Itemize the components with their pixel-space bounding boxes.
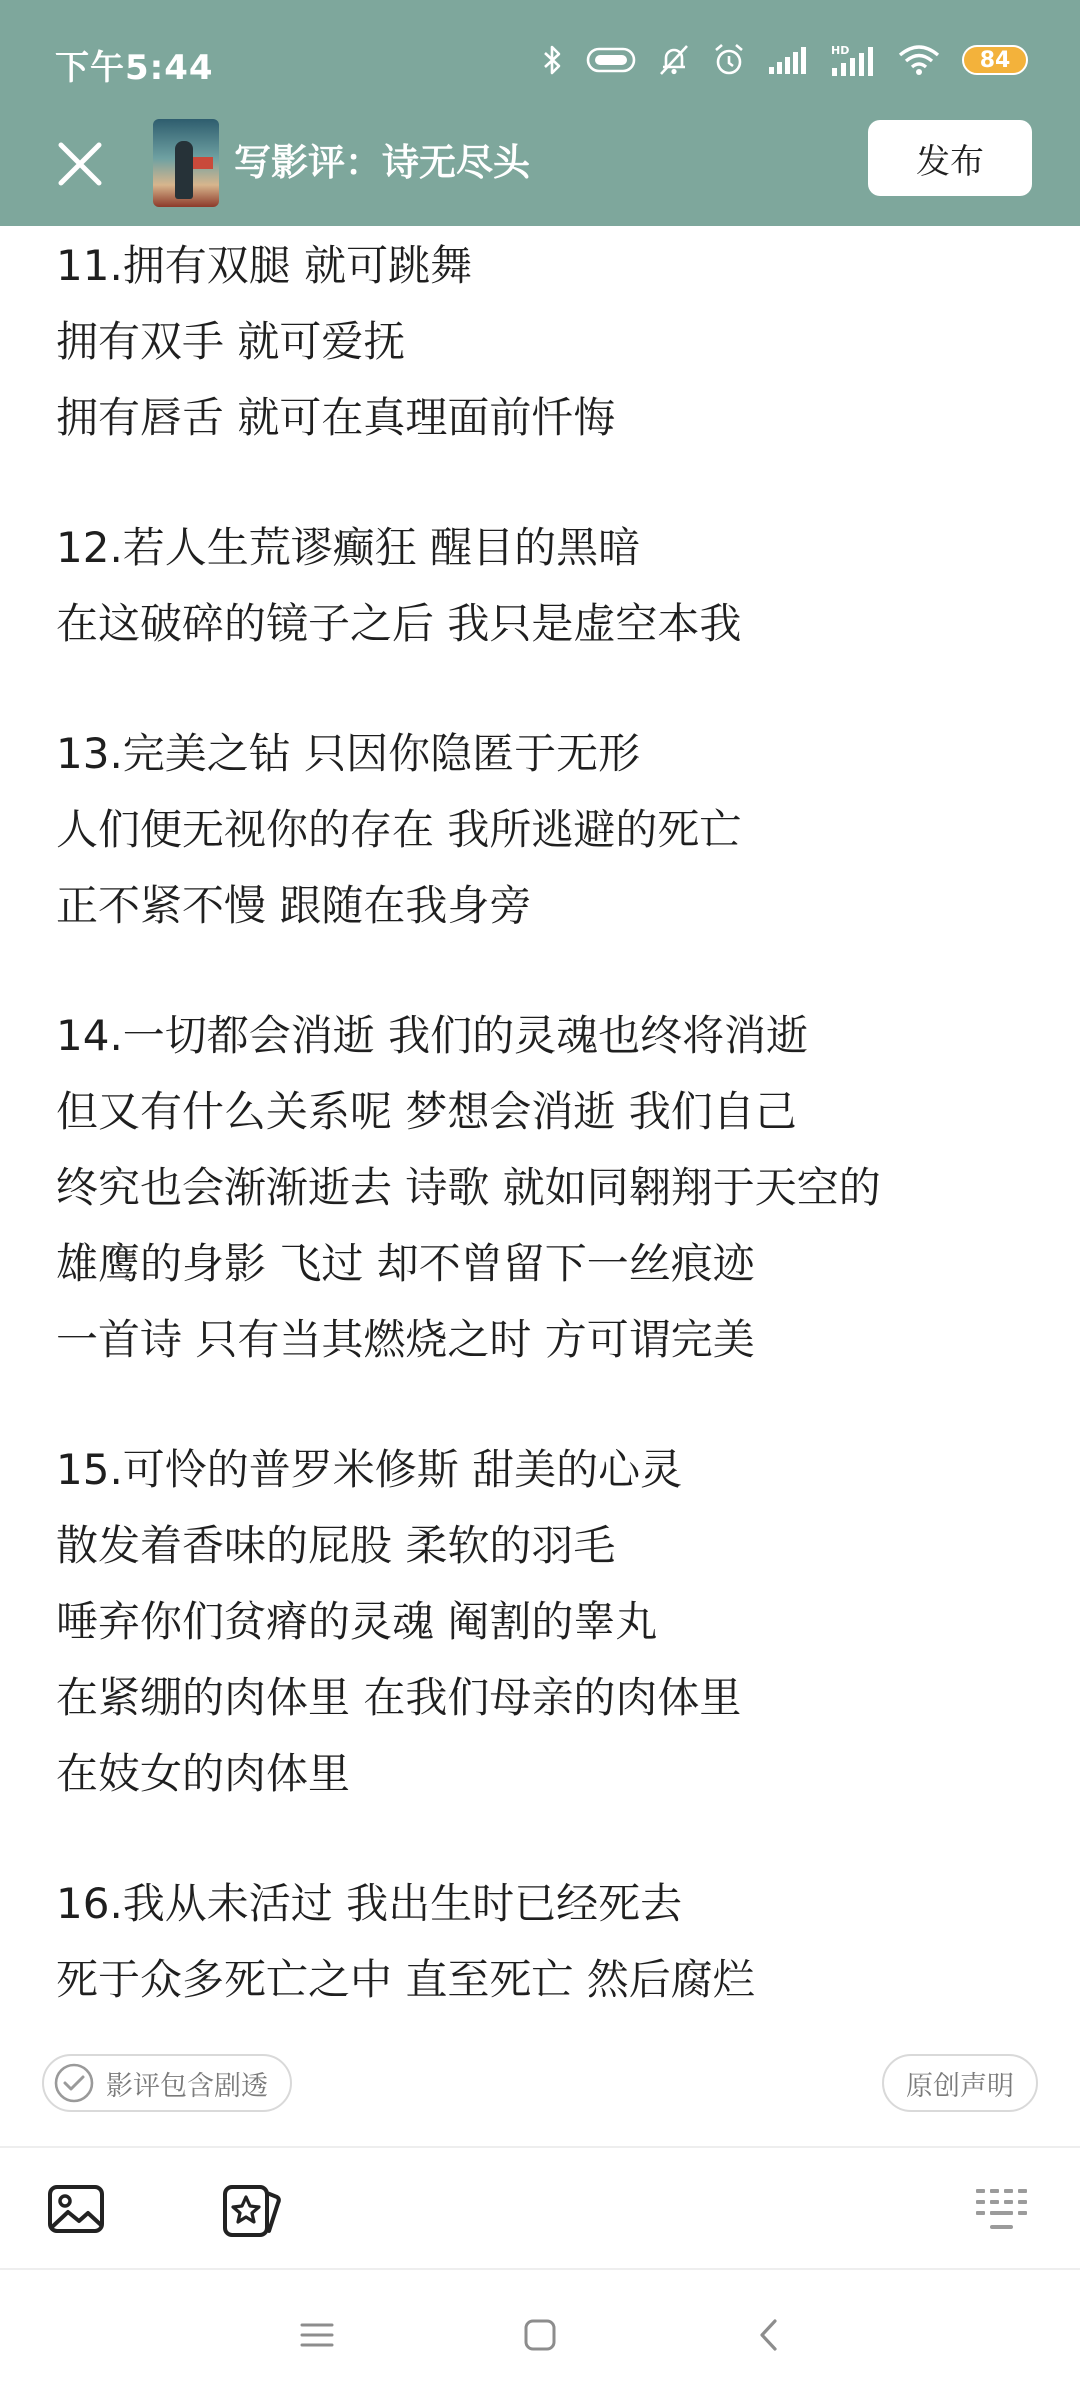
poem-line: 13.完美之钻 只因你隐匿于无形 <box>56 729 641 778</box>
poem-stanza <box>56 716 1046 944</box>
poem-line: 终究也会渐渐逝去 诗歌 就如同翱翔于天空的 <box>56 1163 881 1212</box>
poem-line: 11.拥有双腿 就可跳舞 <box>56 241 473 290</box>
status-icons <box>542 40 1028 80</box>
poem-line: 15.可怜的普罗米修斯 甜美的心灵 <box>56 1445 683 1494</box>
image-icon <box>46 2183 106 2237</box>
check-circle-icon <box>52 2061 96 2105</box>
mute-bell-icon <box>658 43 690 77</box>
keyboard-toggle-button[interactable] <box>968 2176 1036 2244</box>
home-square-icon <box>523 2318 557 2352</box>
poem-line: 14.一切都会消逝 我们的灵魂也终将消逝 <box>56 1011 809 1060</box>
publish-button[interactable]: 发布 <box>868 120 1032 196</box>
movie-poster <box>153 119 219 207</box>
poem-line: 拥有双手 就可爱抚 <box>56 317 406 366</box>
spoiler-toggle[interactable] <box>42 2054 292 2112</box>
poem-line: 一首诗 只有当其燃烧之时 方可谓完美 <box>56 1315 755 1364</box>
back-button[interactable] <box>744 2310 794 2360</box>
insert-image-button[interactable] <box>42 2176 110 2244</box>
page-title: 写影评：诗无尽头 <box>234 141 530 184</box>
keyboard-icon <box>974 2185 1030 2235</box>
poem-line: 在紧绷的肉体里 在我们母亲的肉体里 <box>56 1673 742 1722</box>
poem-line: 唾弃你们贫瘠的灵魂 阉割的睾丸 <box>56 1597 658 1646</box>
home-button[interactable] <box>515 2310 565 2360</box>
spoiler-label: 影评包含剧透 <box>106 2070 268 2102</box>
poem-stanza <box>56 998 1046 1378</box>
poster-figure <box>175 141 193 199</box>
poem-line: 拥有唇舌 就可在真理面前忏悔 <box>56 393 616 442</box>
poem-line: 散发着香味的屁股 柔软的羽毛 <box>56 1521 616 1570</box>
original-label: 原创声明 <box>906 2070 1014 2102</box>
poem-line: 雄鹰的身影 飞过 却不曾留下一丝痕迹 <box>56 1239 755 1288</box>
poem-line: 但又有什么关系呢 梦想会消逝 我们自己 <box>56 1087 797 1136</box>
poem-stanza <box>56 510 1046 662</box>
wifi-icon <box>898 44 940 76</box>
poem-line: 在妓女的肉体里 <box>56 1749 351 1798</box>
star-card-icon <box>221 2181 283 2239</box>
options-row <box>0 2054 1080 2118</box>
review-editor[interactable] <box>56 228 1046 2008</box>
poem-line: 人们便无视你的存在 我所逃避的死亡 <box>56 805 742 854</box>
poem-stanza <box>56 1432 1046 1812</box>
poem-line: 死于众多死亡之中 直至死亡 然后腐烂 <box>56 1955 755 2004</box>
poster-accent <box>193 157 213 169</box>
status-time: 下午5:44 <box>55 48 214 88</box>
battery-icon: 84 <box>962 45 1028 75</box>
back-chevron-icon <box>756 2317 782 2353</box>
close-button[interactable] <box>48 132 112 196</box>
svg-text:HD: HD <box>831 44 850 57</box>
system-navigation-bar <box>0 2270 1080 2400</box>
nav-bar <box>0 114 1080 214</box>
poem-stanza <box>56 228 1046 456</box>
signal-icon <box>768 45 808 75</box>
poem-line: 12.若人生荒谬癫狂 醒目的黑暗 <box>56 523 641 572</box>
menu-icon <box>299 2320 335 2350</box>
poem-line: 16.我从未活过 我出生时已经死去 <box>56 1879 683 1928</box>
poem-line: 在这破碎的镜子之后 我只是虚空本我 <box>56 599 742 648</box>
editor-toolbar <box>0 2146 1080 2270</box>
poem-stanza <box>56 1866 1046 2008</box>
alarm-icon <box>712 43 746 77</box>
poem-line: 正不紧不慢 跟随在我身旁 <box>56 881 532 930</box>
original-statement-button[interactable] <box>882 2054 1038 2112</box>
status-bar <box>0 0 1080 120</box>
hd-signal-icon <box>830 43 876 77</box>
rating-card-button[interactable] <box>218 2176 286 2244</box>
app-header <box>0 0 1080 226</box>
close-icon <box>57 141 103 187</box>
recent-apps-button[interactable] <box>292 2310 342 2360</box>
bluetooth-icon <box>542 44 564 76</box>
vibrate-icon <box>586 45 636 75</box>
